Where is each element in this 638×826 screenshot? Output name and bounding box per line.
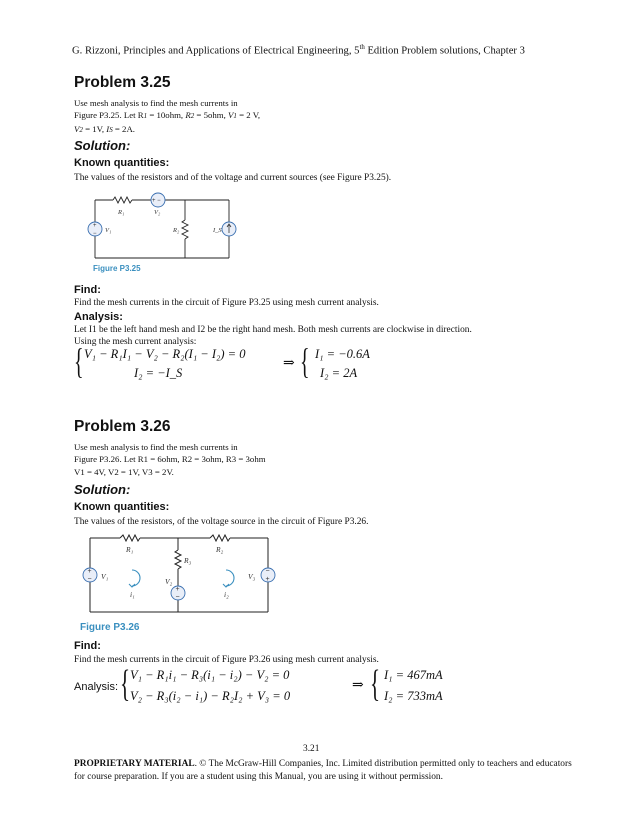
svg-text:−: − bbox=[265, 568, 270, 575]
analysis-text: Let I1 be the left hand mesh and I2 be the right hand mesh. Both mesh currents are clockwise in direction. Using the mesh current analysis: bbox=[74, 325, 472, 348]
svg-text:+: + bbox=[175, 586, 180, 593]
label-r2: R₂ bbox=[216, 545, 224, 554]
equation-line-1: V₁ − R₁i₁ − R₃(i₁ − i₂) − V₂ = 0 bbox=[130, 668, 290, 682]
left-brace: { bbox=[74, 341, 84, 381]
label-v2: V₂ bbox=[165, 577, 173, 586]
equation-line-1: V₁ − R₁I₁ − V₂ − R₂(I₁ − I₂) = 0 bbox=[84, 347, 246, 361]
figure-caption: Figure P3.26 bbox=[80, 622, 140, 633]
label-r1: R₁ bbox=[118, 209, 125, 216]
mesh-current-arrow-icon bbox=[226, 570, 234, 586]
circuit-figure-p325 bbox=[85, 190, 255, 272]
find-heading: Find: bbox=[74, 284, 101, 296]
problem-statement: Use mesh analysis to find the mesh currents in Figure P3.26. Let R1 = 6ohm, R2 = 3ohm, R3 = 3ohm V1 = 4V, V2 = 1V, V3 = 2V. bbox=[74, 442, 266, 477]
analysis-heading: Analysis: bbox=[74, 311, 123, 323]
implies-arrow-icon: ⇒ bbox=[352, 678, 364, 693]
known-quantities-heading: Known quantities: bbox=[74, 157, 170, 169]
label-v3: V₃ bbox=[248, 572, 256, 581]
label-r2: R₂ bbox=[173, 227, 180, 234]
equation-line-2: V₂ − R₃(i₂ − i₁) − R₂I₂ + V₃ = 0 bbox=[130, 689, 291, 703]
analysis-label: Analysis: bbox=[74, 681, 119, 693]
svg-text:+: + bbox=[93, 223, 97, 229]
copyright-footer: PROPRIETARY MATERIAL. © The McGraw-Hill Companies, Inc. Limited distribution permitted only to teachers and educators for course preparation. If you are a student using this Manual, you are using it without permission. bbox=[74, 759, 572, 782]
svg-text:−: − bbox=[87, 576, 92, 583]
right-brace: { bbox=[370, 663, 381, 705]
solution-heading: Solution: bbox=[74, 138, 131, 153]
svg-text:−: − bbox=[175, 594, 180, 601]
label-i1: i₁ bbox=[130, 590, 135, 599]
label-v1: V₁ bbox=[101, 572, 109, 581]
svg-text:+ −: + − bbox=[152, 198, 161, 204]
figure-caption: Figure P3.25 bbox=[93, 264, 141, 273]
left-brace: { bbox=[120, 663, 131, 705]
label-v1: V₁ bbox=[105, 227, 112, 234]
circuit-figure-p326 bbox=[80, 530, 280, 620]
result-line-1: I₁ = −0.6A bbox=[315, 347, 370, 361]
label-r1: R₁ bbox=[126, 545, 134, 554]
problem-title: Problem 3.26 bbox=[74, 418, 171, 435]
label-r3: R₃ bbox=[184, 556, 192, 565]
svg-text:+: + bbox=[265, 576, 270, 583]
implies-arrow-icon: ⇒ bbox=[283, 356, 295, 371]
svg-text:+: + bbox=[87, 568, 92, 575]
mesh-current-arrow-icon bbox=[132, 570, 140, 586]
known-quantities-text: The values of the resistors, of the voltage source in the circuit of Figure P3.26. bbox=[74, 517, 369, 527]
problem-title: Problem 3.25 bbox=[74, 74, 171, 91]
label-v2: V₂ bbox=[154, 209, 161, 216]
find-heading: Find: bbox=[74, 640, 101, 652]
find-text: Find the mesh currents in the circuit of Figure P3.26 using mesh current analysis. bbox=[74, 655, 379, 665]
label-is: I_S bbox=[213, 227, 222, 234]
result-line-2: I₂ = 733mA bbox=[384, 689, 443, 703]
solution-heading: Solution: bbox=[74, 482, 131, 497]
known-quantities-heading: Known quantities: bbox=[74, 501, 170, 513]
result-line-2: I₂ = 2A bbox=[320, 366, 358, 380]
problem-statement: Use mesh analysis to find the mesh currents in Figure P3.25. Let R1 = 10ohm, R2 = 5ohm, V1 = 2 V, V2 = 1V, IS = 2A. bbox=[74, 98, 261, 134]
known-quantities-text: The values of the resistors and of the voltage and current sources (see Figure P3.25). bbox=[74, 173, 392, 183]
page-header: G. Rizzoni, Principles and Applications of Electrical Engineering, 5th Edition Problem solutions, Chapter 3 bbox=[72, 44, 525, 57]
label-i2: i₂ bbox=[224, 590, 229, 599]
page-number: 3.21 bbox=[303, 744, 320, 754]
equation-line-2: I₂ = −I_S bbox=[134, 366, 183, 380]
find-text: Find the mesh currents in the circuit of Figure P3.25 using mesh current analysis. bbox=[74, 298, 379, 308]
svg-text:−: − bbox=[93, 231, 97, 237]
result-line-1: I₁ = 467mA bbox=[384, 668, 443, 682]
right-brace: { bbox=[300, 341, 310, 381]
